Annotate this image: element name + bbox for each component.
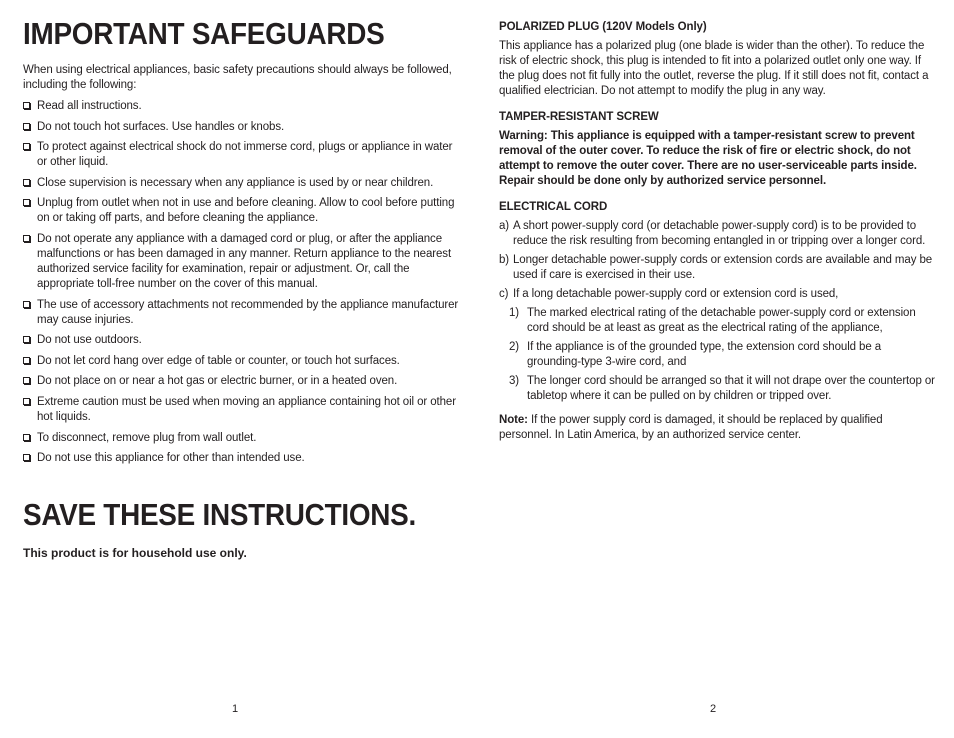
checkbox-icon [23,454,30,461]
checkbox-icon [23,199,30,206]
list-marker: c) [499,288,509,300]
checkbox-icon [23,377,30,384]
list-marker: a) [499,220,510,232]
list-marker: 3) [509,375,520,387]
checkbox-icon [23,102,30,109]
list-item: To disconnect, remove plug from wall outlet. [23,431,459,446]
list-marker: b) [499,254,510,266]
tamper-screw-text: Warning: This appliance is equipped with a tamper-resistant screw to prevent removal of the outer cover. To reduce the risk of fire or electric shock, do not attempt to remove the outer cover. There are no user-serviceable parts inside. Repair should be done only by authorized service personnel. [499,130,917,187]
page-title: IMPORTANT SAFEGUARDS [23,16,385,51]
list-item: Do not operate any appliance with a damaged cord or plug, or after the appliance malfunctions or has been damaged in any manner. Return appliance to the nearest authorized service facility for examination, repair or adjustment. Or, call the appropriate toll-free number on the cover of this manual. [23,232,459,292]
list-item: To protect against electrical shock do not immerse cord, plugs or appliance in water or other liquid. [23,140,459,170]
note-text: If the power supply cord is damaged, it should be replaced by qualified personnel. In Latin America, by an authorized service center. [499,414,883,441]
list-item: Unplug from outlet when not in use and before cleaning. Allow to cool before putting on or taking off parts, and before cleaning the appliance. [23,196,459,226]
list-item: Do not touch hot surfaces. Use handles or knobs. [23,120,459,135]
list-item: Do not use outdoors. [23,333,459,348]
page-number: 2 [710,703,717,715]
list-item: Do not place on or near a hot gas or electric burner, or in a heated oven. [23,374,459,389]
list-item: Extreme caution must be used when moving an appliance containing hot oil or other hot liquids. [23,395,459,425]
list-item: Read all instructions. [23,99,459,114]
checkbox-icon [23,336,30,343]
checkbox-icon [23,301,30,308]
list-item: 1) The marked electrical rating of the detachable power-supply cord or extension cord should be at least as great as the electrical rating of the appliance, [509,307,916,334]
list-item: 3) The longer cord should be arranged so that it will not drape over the countertop or tabletop where it can be pulled on by children or tripped over. [509,375,935,402]
checkbox-icon [23,235,30,242]
polarized-plug-heading: POLARIZED PLUG (120V Models Only) [499,21,707,33]
right-content [499,20,935,443]
polarized-plug-text: This appliance has a polarized plug (one blade is wider than the other). To reduce the risk of electric shock, this plug is intended to fit into a polarized outlet only one way. If the plug does not fit fully into the outlet, reverse the plug. If it still does not fit, contact a qualified electrician. Do not attempt to modify the plug in any way. [499,40,929,97]
save-instructions-title: SAVE THESE INSTRUCTIONS. [23,497,416,532]
list-item: 2) If the appliance is of the grounded type, the extension cord should be a grounding-type 3-wire cord, and [509,341,882,368]
household-notice: This product is for household use only. [23,546,247,560]
list-item: The use of accessory attachments not recommended by the appliance manufacturer may cause injuries. [23,298,459,328]
checkbox-icon [23,434,30,441]
list-item: a) A short power-supply cord (or detachable power-supply cord) is to be provided to reduce the risk resulting from becoming entangled in or tripping over a longer cord. [499,220,926,247]
list-item: b) Longer detachable power-supply cords or extension cords are available and may be used if care is exercised in their use. [499,254,933,281]
checkbox-icon [23,398,30,405]
checkbox-icon [23,179,30,186]
checkbox-icon [23,143,30,150]
checkbox-icon [23,123,30,130]
list-item: Do not let cord hang over edge of table or counter, or touch hot surfaces. [23,354,459,369]
list-item: Do not use this appliance for other than intended use. [23,451,459,466]
checkbox-icon [23,357,30,364]
tamper-screw-heading: TAMPER-RESISTANT SCREW [499,111,659,123]
note-paragraph [499,413,935,443]
list-item: Close supervision is necessary when any appliance is used by or near children. [23,176,459,191]
page-number: 1 [232,703,239,715]
intro-text: When using electrical appliances, basic safety precautions should always be followed, including the following: [23,64,452,91]
list-marker: 1) [509,307,520,319]
electrical-cord-heading: ELECTRICAL CORD [499,201,608,213]
safeguard-list [23,99,459,472]
list-item: c) If a long detachable power-supply cord or extension cord is used, [499,288,839,300]
note-label: Note: [499,414,528,426]
list-marker: 2) [509,341,520,353]
